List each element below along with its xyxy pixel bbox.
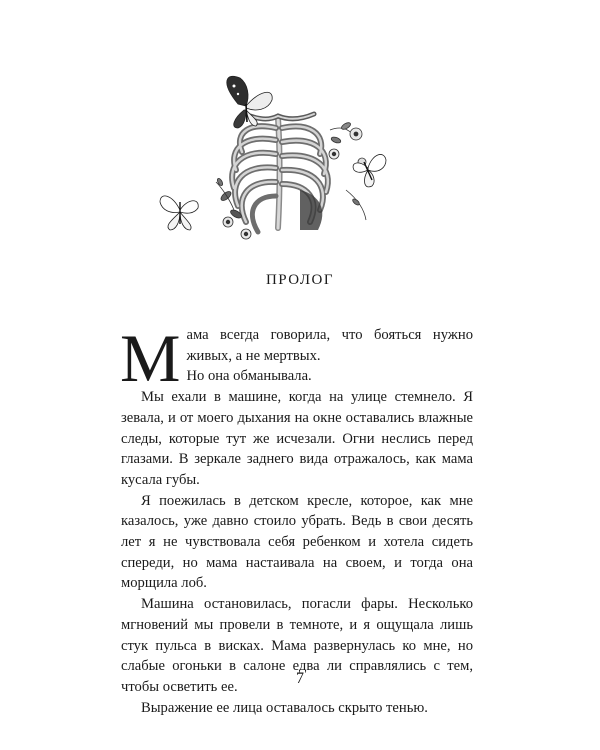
paragraph-3: Мы ехали в машине, когда на улице стемнело. Я зевала, и от моего дыхания на окне оставались влажные следы, которые тут же исчезали. Огни неслись перед глазами. В зеркале заднего вида отражалось, как мама кусала губы. <box>121 389 473 488</box>
ribcage <box>232 114 328 232</box>
paragraph-5: Машина остановилась, погасли фары. Несколько мгновений мы провели в темноте, и я ощущала лишь стук пульса в висках. Мама развернулась ко мне, но слабые огоньки в салоне едва ли справлялись с тем, чтобы осветить ее. <box>121 596 473 695</box>
drop-cap: М <box>120 320 181 396</box>
chapter-title: ПРОЛОГ <box>265 272 335 288</box>
paragraph-2: Но она обманывала. <box>186 368 312 385</box>
page-number: 7 <box>296 670 304 687</box>
butterfly-left <box>160 196 198 230</box>
body-text <box>120 320 473 718</box>
butterfly-right <box>353 154 386 186</box>
ribcage-butterflies-illustration <box>150 70 390 250</box>
paragraph-4: Я поежилась в детском кресле, которое, как мне казалось, уже давно стоило убрать. Ведь в свои десять лет я не чувствовала себя ребенком и хотела сидеть спереди, но мама настаивала на своем, и тогда она морщила лоб. <box>121 492 473 592</box>
paragraph-1-text: ама всегда говорила, что бояться нужно живых, а не мертвых. <box>186 327 473 364</box>
paragraph-6: Выражение ее лица оставалось скрыто тенью. <box>141 699 428 716</box>
